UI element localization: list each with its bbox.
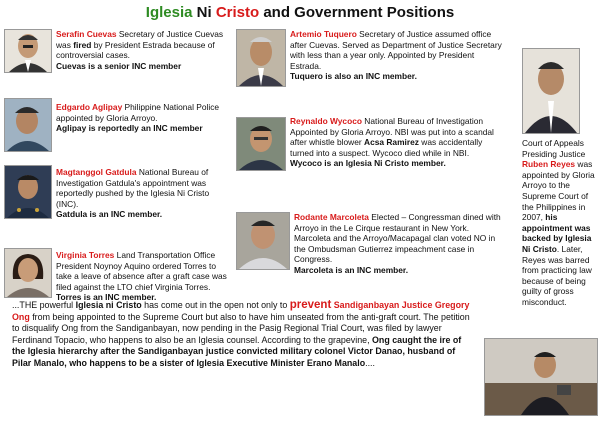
cuevas-name: Serafin Cuevas xyxy=(56,29,117,39)
entry-torres xyxy=(56,250,228,303)
marcoleta-desc: Elected – Congressman dined with Arroyo in the Le Cirque restaurant in New York. Marcoleta and the Arroyo/Macapagal clan voted NO in the Ombudsman Gutierrez impeachment case in Congress. xyxy=(294,212,501,265)
wycoco-desc1: National Bureau of Investigation Appointed by Gloria Arroyo. NBI was put into a scandal after whistle blower xyxy=(290,116,494,148)
aglipay-desc: Philippine National Police appointed by Gloria Arroyo. xyxy=(56,102,220,123)
reyes-bold: his appointment was backed by Iglesia Ni Cristo xyxy=(522,212,592,254)
gatdula-name: Magtanggol Gatdula xyxy=(56,167,137,177)
page-title xyxy=(0,4,600,21)
entry-aglipay xyxy=(56,102,226,134)
bottom-t5: .... xyxy=(365,357,375,368)
tuquero-photo xyxy=(236,29,286,87)
aglipay-note: Aglipay is reportedly an INC member xyxy=(56,123,203,134)
torres-name: Virginia Torres xyxy=(56,250,115,260)
bottom-ong: Sandiganbayan Justice Gregory Ong xyxy=(12,300,470,322)
bottom-b1: Iglesia ni Cristo xyxy=(75,300,142,310)
wycoco-note: Wycoco is an Iglesia Ni Cristo member. xyxy=(290,158,446,169)
bottom-t4: from being appointed to the Supreme Court but also to have him unseated from the anti-graft court. The petition to disqualify Ong from the Sandiganbayan, now pending in the Pasig Regional Trial Court, was filed by lawyer Ferdinand Topacio, who happens to also be an Iglesia counsel. According to the grapevine, xyxy=(12,311,470,345)
torres-photo xyxy=(4,248,52,298)
ong-photo xyxy=(484,338,598,416)
tuquero-note: Tuquero is also an INC member. xyxy=(290,71,417,82)
bottom-prevent: prevent xyxy=(289,299,332,311)
reyes-pre: Court of Appeals Presiding Justice xyxy=(522,138,586,159)
reyes-photo xyxy=(522,48,580,134)
gatdula-photo xyxy=(4,165,52,219)
aglipay-photo xyxy=(4,98,52,152)
cuevas-photo xyxy=(4,29,52,73)
cuevas-note: Cuevas is a senior INC member xyxy=(56,60,182,71)
reyes-mid: was appointed by Gloria Arroyo to the Supreme Court of the Philippines in 2007, xyxy=(522,159,595,223)
reyes-name: Ruben Reyes xyxy=(522,159,576,170)
entry-cuevas xyxy=(56,29,226,71)
entry-marcoleta xyxy=(294,212,504,276)
tuquero-name: Artemio Tuquero xyxy=(290,29,357,39)
wycoco-name: Reynaldo Wycoco xyxy=(290,116,362,126)
cuevas-desc2: by President Estrada because of controversial cases. xyxy=(56,39,215,61)
title-cristo: Cristo xyxy=(215,4,260,21)
entry-gatdula xyxy=(56,167,226,220)
entry-tuquero xyxy=(290,29,502,82)
bottom-t1: ...THE powerful xyxy=(12,300,76,310)
marcoleta-photo xyxy=(236,212,290,270)
marcoleta-note: Marcoleta is an INC member. xyxy=(294,264,409,275)
bottom-b2: Ong caught the ire of the Iglesia hierarchy after the Sandiganbayan justice convicted military colonel Victor Danao, husband of Pilar Manalo, who happens to be a sister of Iglesia Executive Minister Erano Manalo xyxy=(12,334,462,368)
wycoco-acsa: Acsa Ramirez xyxy=(364,137,419,148)
title-iglesia: Iglesia xyxy=(145,4,193,21)
bottom-t2: has come out in the open not only to xyxy=(141,300,290,310)
cuevas-fired: fired xyxy=(73,39,92,50)
entry-wycoco xyxy=(290,116,502,169)
reyes-post: . Later, Reyes was barred from practicing law because of being guilty of gross misconduct. xyxy=(522,243,592,307)
torres-note: Torres is an INC member. xyxy=(56,292,157,303)
title-rest: and Government Positions xyxy=(263,4,455,21)
entry-reyes xyxy=(522,138,598,308)
gatdula-note: Gatdula is an INC member. xyxy=(56,209,163,220)
gatdula-desc: National Bureau of Investigation Gatdula's appointment was reportedly pushed by the Iglesia Ni Cristo (INC). xyxy=(56,167,210,209)
wycoco-desc2: was accidentally turned into a suspect. Wycoco died while in NBI. xyxy=(290,137,483,158)
wycoco-photo xyxy=(236,117,286,171)
bottom-paragraph xyxy=(12,300,470,370)
aglipay-name: Edgardo Aglipay xyxy=(56,102,123,112)
cuevas-desc1: Secretary of Justice Cuevas was xyxy=(56,29,224,50)
tuquero-desc: Secretary of Justice assumed office after Cuevas. Served as Department of Justice Secretary with less than a year only. Appointed by President Estrada. xyxy=(290,29,502,71)
marcoleta-name: Rodante Marcoleta xyxy=(294,212,369,222)
torres-desc: Land Transportation Office President Noynoy Aquino ordered Torres to take a leave of absence after a graft case was filed against the LTO chief Virginia Torres. xyxy=(56,250,227,292)
title-ni: Ni xyxy=(196,4,212,21)
